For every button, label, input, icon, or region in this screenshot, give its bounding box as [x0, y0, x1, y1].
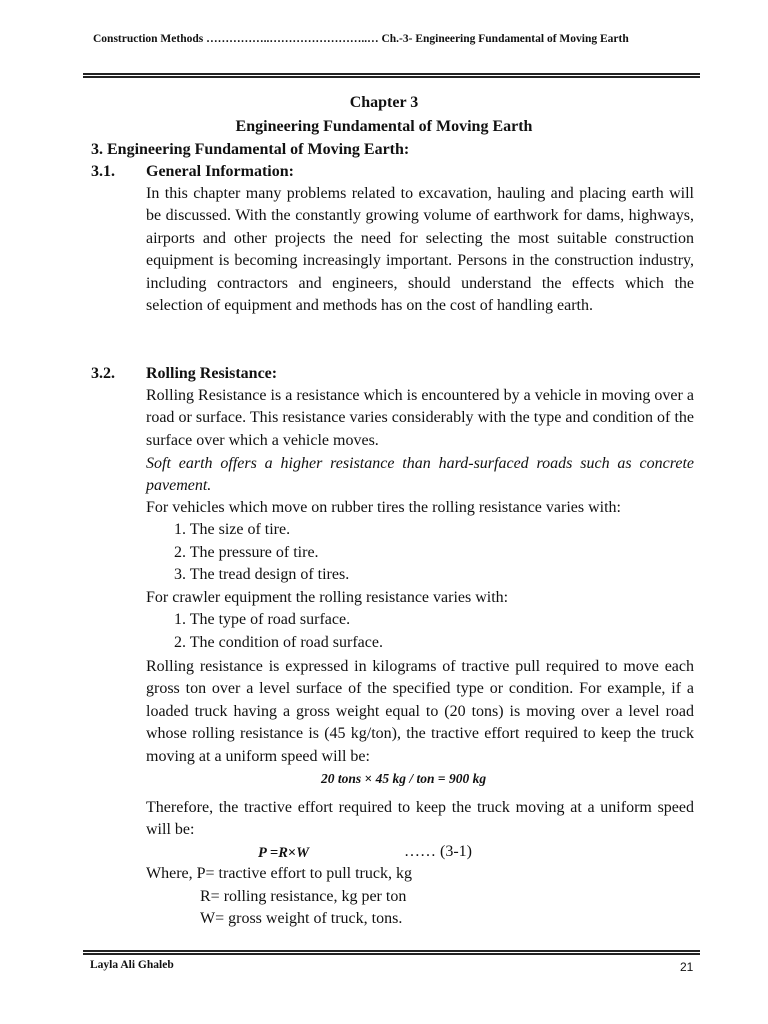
times-sign: ×: [287, 845, 297, 861]
tractive-effort-formula: [321, 771, 486, 787]
chapter-label: Chapter 3: [349, 94, 419, 111]
equation-w: W: [296, 845, 310, 861]
where-p: Where, P= tractive effort to pull truck, kg: [146, 865, 412, 882]
equals-sign: =: [437, 771, 446, 786]
footer-rule-second: [83, 953, 700, 955]
footer-author: Layla Ali Ghaleb: [90, 959, 174, 971]
equation-lhs: P: [258, 845, 267, 861]
formula-term-b: 45 kg / ton: [375, 771, 435, 786]
list-item: 1. The size of tire.: [174, 521, 291, 538]
list-item: 2. The condition of road surface.: [174, 634, 383, 651]
rolling-resistance-expression: Rolling resistance is expressed in kilograms of tractive pull required to move each gross ton over a level surface of the specified type or condition. For example, if a loaded truck having a gross weight equal to (20 tons) is moving over a level road whose rolling resistance is (45 kg/ton), the tractive effort required to keep the truck moving at a uniform speed will be:: [146, 658, 694, 765]
footer-rule: [83, 950, 700, 952]
equals-sign: =: [269, 845, 279, 861]
equation-r: R: [278, 845, 288, 861]
section-3-2-title: Rolling Resistance:: [146, 365, 278, 382]
times-sign: ×: [364, 771, 373, 786]
equation-number: …… (3-1): [404, 843, 472, 860]
list-item: 1. The type of road surface.: [174, 611, 351, 628]
formula-result: 900 kg: [448, 771, 487, 786]
section-3-1-number: 3.1.: [91, 163, 115, 180]
section-3-2-number: 3.2.: [91, 365, 115, 382]
header-left: Construction Methods: [93, 33, 204, 45]
crawler-intro: For crawler equipment the rolling resistance varies with:: [146, 589, 509, 606]
rolling-resistance-definition: Rolling Resistance is a resistance which is encountered by a vehicle in moving over a road or surface. This resistance varies considerably with the type and condition of the surface over which a vehicle moves.: [146, 387, 694, 449]
header-rule: [83, 73, 700, 75]
header-rule-second: [83, 76, 700, 78]
header-right: Ch.-3- Engineering Fundamental of Moving Earth: [381, 33, 629, 45]
list-item: 2. The pressure of tire.: [174, 544, 319, 561]
rubber-tires-intro: For vehicles which move on rubber tires the rolling resistance varies with:: [146, 499, 621, 516]
section-3-1-body: In this chapter many problems related to excavation, hauling and placing earth will be discussed. With the constantly growing volume of earthwork for dams, highways, airports and other projects the need for selecting the most suitable construction equipment is becoming increasingly important. Persons in the construction industry, including contractors and engineers, should understand the effects which the selection of equipment and methods has on the cost of handling earth.: [146, 185, 694, 315]
section-3-1-title: General Information:: [146, 163, 294, 180]
soft-earth-note: Soft earth offers a higher resistance than hard-surfaced roads such as concrete pavement.: [146, 455, 694, 495]
formula-term-a: 20 tons: [321, 771, 362, 786]
where-w: W= gross weight of truck, tons.: [200, 910, 403, 927]
header-dots: ……………..……………………..…: [206, 33, 379, 45]
chapter-title: Engineering Fundamental of Moving Earth: [235, 118, 533, 135]
section-3-heading: 3. Engineering Fundamental of Moving Earth:: [91, 141, 410, 158]
therefore-paragraph: Therefore, the tractive effort required to keep the truck moving at a uniform speed will be:: [146, 799, 694, 839]
list-item: 3. The tread design of tires.: [174, 566, 350, 583]
where-r: R= rolling resistance, kg per ton: [200, 888, 407, 905]
page-number: 21: [680, 960, 694, 974]
equation-3-1: [258, 845, 309, 862]
running-header: [93, 33, 693, 45]
